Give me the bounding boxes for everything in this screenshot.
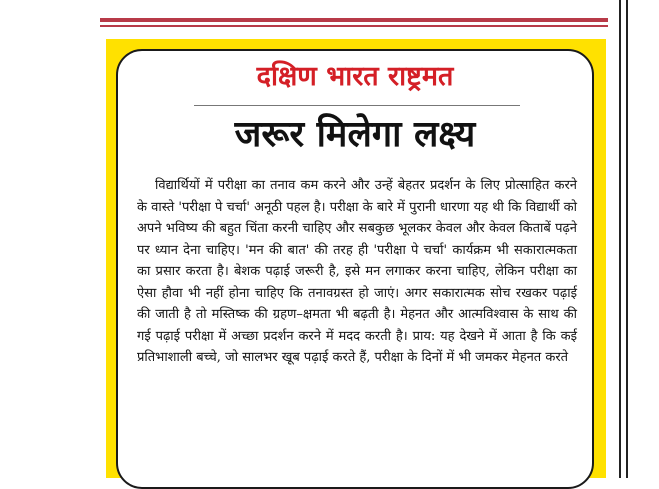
masthead-divider bbox=[194, 105, 520, 106]
article-headline: जरूर मिलेगा लक्ष्य bbox=[234, 114, 476, 155]
article-body: विद्यार्थियों में परीक्षा का तनाव कम करने और उन्हें बेहतर प्रदर्शन के लिए प्रोत्साहित करने के वास्ते 'परीक्षा पे चर्चा' अनूठी पहल है। परीक्षा के बारे में पुरानी धारणा यह थी कि विद्यार्थी को अपने भविष्य की बहुत चिंता करनी चाहिए और सबकुछ भूलकर केवल और केवल किताबें पढ़ने पर ध्यान देना चाहिए। 'मन की बात' की तरह ही 'परीक्षा पे चर्चा' कार्यक्रम भी सकारात्मकता का प्रसार करता है। बेशक पढ़ाई जरूरी है, इसे मन लगाकर करना चाहिए, लेकिन परीक्षा का ऐसा हौवा भी नहीं होना चाहिए कि तनावग्रस्त हो जाएं। अगर सकारात्मक सोच रखकर पढ़ाई की जाती है तो मस्तिष्क की ग्रहण–क्षमता भी बढ़ती है। मेहनत और आत्मविश्वास के साथ की गई पढ़ाई परीक्षा में अच्छा प्रदर्शन करने में मदद करती है। प्राय: यह देखने में आता है कि कई प्रतिभाशाली बच्चे, जो सालभर खूब पढ़ाई करते हैं, परीक्षा के दिनों में भी जमकर मेहनत करते bbox=[137, 178, 577, 365]
newspaper-masthead: दक्षिण भारत राष्ट्रमत bbox=[256, 61, 454, 92]
top-rule bbox=[100, 18, 608, 22]
column-divider-line bbox=[619, 0, 621, 478]
column-divider-line-2 bbox=[626, 0, 628, 478]
article-panel bbox=[116, 49, 594, 489]
top-rule-thin bbox=[100, 25, 608, 27]
